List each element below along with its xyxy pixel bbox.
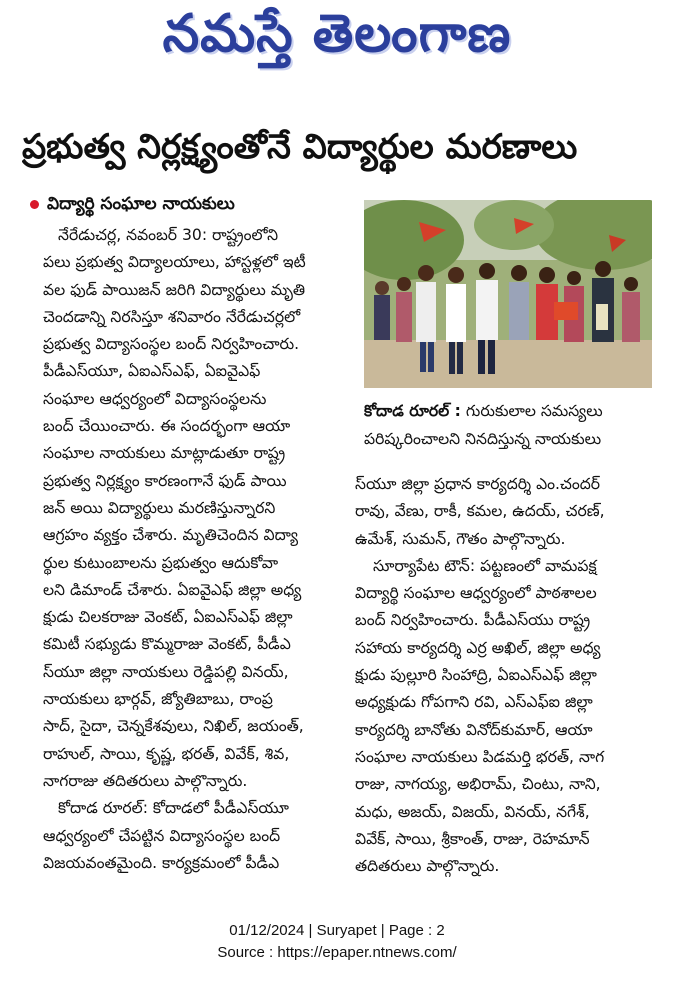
text-line: క్షుడు చిలకరాజు వెంకట్, ఏఐఎస్ఎఫ్ జిల్లా [43,608,293,627]
news-photo [364,200,652,388]
text-line: తదితరులు పాల్గొన్నారు. [355,857,500,876]
text-line: ర్థుల కుటుంబాలను ప్రభుత్వం ఆదుకోవా [43,553,279,572]
text-line: వివేక్, సాయి, శ్రీకాంత్, రాజు, రెహమాన్ [355,829,590,848]
text-line: కోదాడ రూరల్: కోదాడలో పీడీఎస్‌యూ [58,799,289,818]
text-line: ఉమేశ్, సుమన్, గౌతం పాల్గొన్నారు. [355,529,566,548]
text-line: రాజు, నాగయ్య, అభిరామ్, చింటు, నాని, [355,775,601,794]
footer-source: Source : https://epaper.ntnews.com/ [217,944,457,961]
text-line: విద్యార్థి సంఘాల ఆధ్వర్యంలో పాఠశాలల [355,584,597,603]
article-column-left [43,222,348,877]
text-line: వల ఫుడ్ పాయిజన్ జరిగి విద్యార్థులు మృతి [43,280,306,299]
article-subhead [30,194,235,218]
text-line: సంఘాల నాయకులు పిడమర్తి భరత్, నాగ [355,747,605,766]
text-line: బంద్ చేయించారు. ఈ సందర్భంగా ఆయా [43,417,291,436]
text-line: లని డిమాండ్ చేశారు. ఏఐవైఎఫ్ జిల్లా అధ్య [43,580,302,599]
text-line: అధ్యక్షుడు గోపగాని రవి, ఎస్ఎఫ్ఐ జిల్లా [355,693,593,712]
text-line: సహాయ కార్యదర్శి ఎర్ర అఖిల్, జిల్లా అధ్య [355,638,601,657]
text-line: నేరేడుచర్ల, నవంబర్ 30: రాష్ట్రంలోని [58,226,279,244]
text-line: పలు ప్రభుత్వ విద్యాలయాలు, హాస్టళ్లలో ఇటీ [43,253,306,272]
text-line: నాయకులు భార్గవ్, జ్యోతిబాబు, రాంప్ర [43,690,273,709]
text-line: సంఘాల ఆధ్వర్యంలో విద్యాసంస్థలను [43,389,267,408]
bullet-icon [30,200,39,209]
article-column-right [355,471,657,880]
article-headline: ప్రభుత్వ నిర్లక్ష్యంతోనే విద్యార్థుల మరణాలు [22,127,578,167]
photo-caption [364,397,654,453]
text-line: సూర్యాపేట టౌన్: పట్టణంలో వామపక్ష [373,556,597,575]
text-line: రాహుల్, సాయి, కృష్ణ, భరత్, వివేక్, శివ, [43,744,290,763]
text-line: స్‌యూ జిల్లా ప్రధాన కార్యదర్శి ఎం.చందర్ [355,475,601,493]
text-line: విజయవంతమైంది. కార్యక్రమంలో పీడీఎ [43,853,280,872]
text-line: క్షుడు పుల్లూరి సింహాద్రి, ఏఐఎస్ఎఫ్ జిల్లా [355,666,597,685]
text-line: రావు, వేణు, రాకీ, కమల, ఉదయ్, చరణ్, [355,502,605,521]
text-line: మధు, అజయ్, విజయ్, వినయ్, నగేశ్, [355,802,590,821]
text-line: నాగరాజు తదితరులు పాల్గొన్నారు. [43,771,248,790]
protest-photo-illustration [364,200,652,388]
text-line: ఆధ్వర్యంలో చేపట్టిన విద్యాసంస్థల బంద్ [43,826,281,845]
text-line: సాద్, సైదా, చెన్నకేశవులు, నిఖిల్, జయంత్, [43,717,304,736]
caption-text-1: గురుకులాల సమస్యలు [465,402,603,420]
text-line: చెందడాన్ని నిరసిస్తూ శనివారం నేరేడుచర్లలో [43,307,301,326]
footer-date-edition: 01/12/2024 | Suryapet | Page : 2 [229,922,445,939]
text-line: జన్ అయి విద్యార్థులు మరణిస్తున్నారని [43,498,276,517]
masthead [0,0,674,92]
subhead-text: విద్యార్థి సంఘాల నాయకులు [47,194,235,214]
text-line: ప్రభుత్వ నిర్లక్ష్యం కారణంగానే ఫుడ్ పాయి [43,471,287,490]
text-line: పీడీఎస్‌యూ, ఏఐఎస్ఎఫ్, ఏఐవైఎఫ్ [43,362,261,381]
caption-line-2: పరిష్కరించాలని నినదిస్తున్న నాయకులు [364,430,602,448]
text-line: బంద్ నిర్వహించారు. పీడీఎస్‌యు రాష్ట్ర [355,611,591,630]
caption-lead: కోదాడ రూరల్ : [364,402,461,420]
cropped-text-strip [0,92,674,108]
text-line: స్‌యూ జిల్లా నాయకులు రెడ్డిపల్లి వినయ్, [43,662,289,681]
text-line: ఆగ్రహం వ్యక్తం చేశారు. మృతిచెందిన విద్యా [43,526,298,545]
text-line: కార్యదర్శి బానోతు వినోద్‌కుమార్, ఆయా [355,720,593,739]
caption-line-1 [364,397,654,425]
text-line: సంఘాల నాయకులు మాట్లాడుతూ రాష్ట్ర [43,444,286,463]
text-line: కమిటీ సభ్యుడు కొమ్మరాజు వెంకట్, పీడీఎ [43,635,291,654]
newspaper-logo: నమస్తే తెలంగాణ [162,4,512,64]
text-line: ప్రభుత్వ విద్యాసంస్థల బంద్ నిర్వహించారు. [43,335,300,354]
